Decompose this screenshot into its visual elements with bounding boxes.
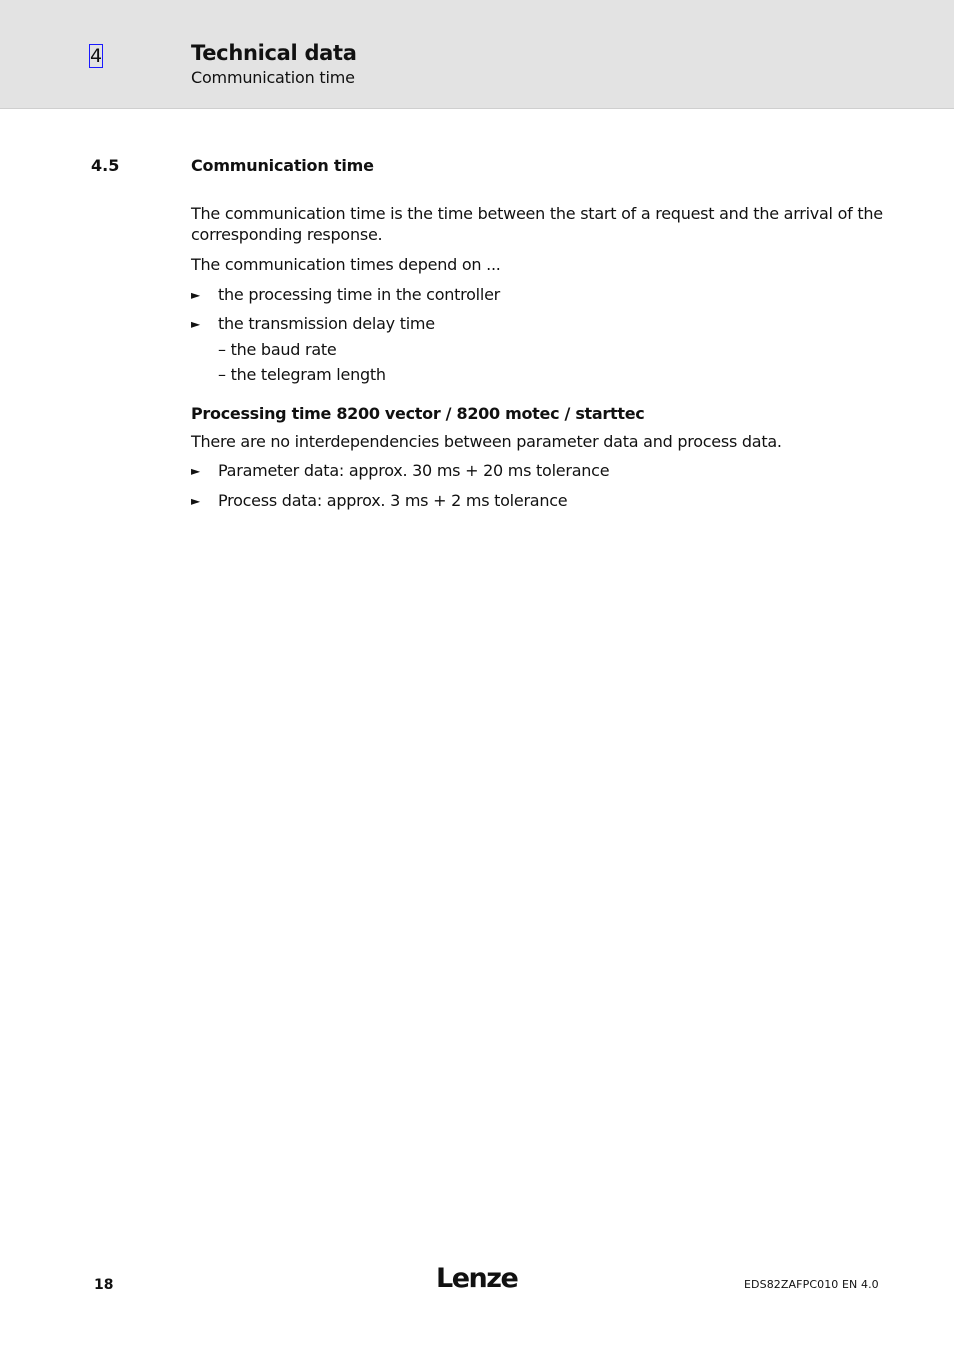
paragraph-3: There are no interdependencies between parameter data and process data.: [191, 432, 782, 451]
chapter-subtitle: Communication time: [191, 68, 355, 87]
lenze-logo: Lenze: [436, 1263, 518, 1294]
sub-list-item: – the baud rate: [218, 340, 337, 359]
chapter-number-link[interactable]: 4: [90, 45, 103, 67]
section-title: Communication time: [191, 156, 374, 175]
subheading: Processing time 8200 vector / 8200 motec / starttec: [191, 404, 645, 423]
list-item-text: the processing time in the controller: [218, 285, 500, 304]
list-item: [191, 313, 435, 335]
page-number: 18: [94, 1277, 114, 1293]
bullet-arrow-icon: ►: [191, 464, 200, 478]
list-item-text: Parameter data: approx. 30 ms + 20 ms tolerance: [218, 461, 610, 480]
list-item-text: the transmission delay time: [218, 314, 435, 333]
list-item: [191, 284, 500, 306]
bullet-arrow-icon: ►: [191, 317, 200, 331]
paragraph-1-line-1: The communication time is the time between the start of a request and the arrival of the: [191, 204, 883, 223]
bullet-arrow-icon: ►: [191, 288, 200, 302]
bullet-arrow-icon: ►: [191, 494, 200, 508]
document-id: EDS82ZAFPC010 EN 4.0: [744, 1278, 879, 1291]
sub-list-item: – the telegram length: [218, 365, 386, 384]
chapter-title: Technical data: [191, 41, 357, 65]
paragraph-2: The communication times depend on ...: [191, 255, 501, 274]
section-number: 4.5: [91, 156, 120, 175]
paragraph-1-line-2: corresponding response.: [191, 225, 383, 244]
list-item: [191, 460, 609, 482]
page-header: [0, 0, 954, 109]
list-item-text: Process data: approx. 3 ms + 2 ms tolerance: [218, 491, 568, 510]
list-item: [191, 490, 567, 512]
